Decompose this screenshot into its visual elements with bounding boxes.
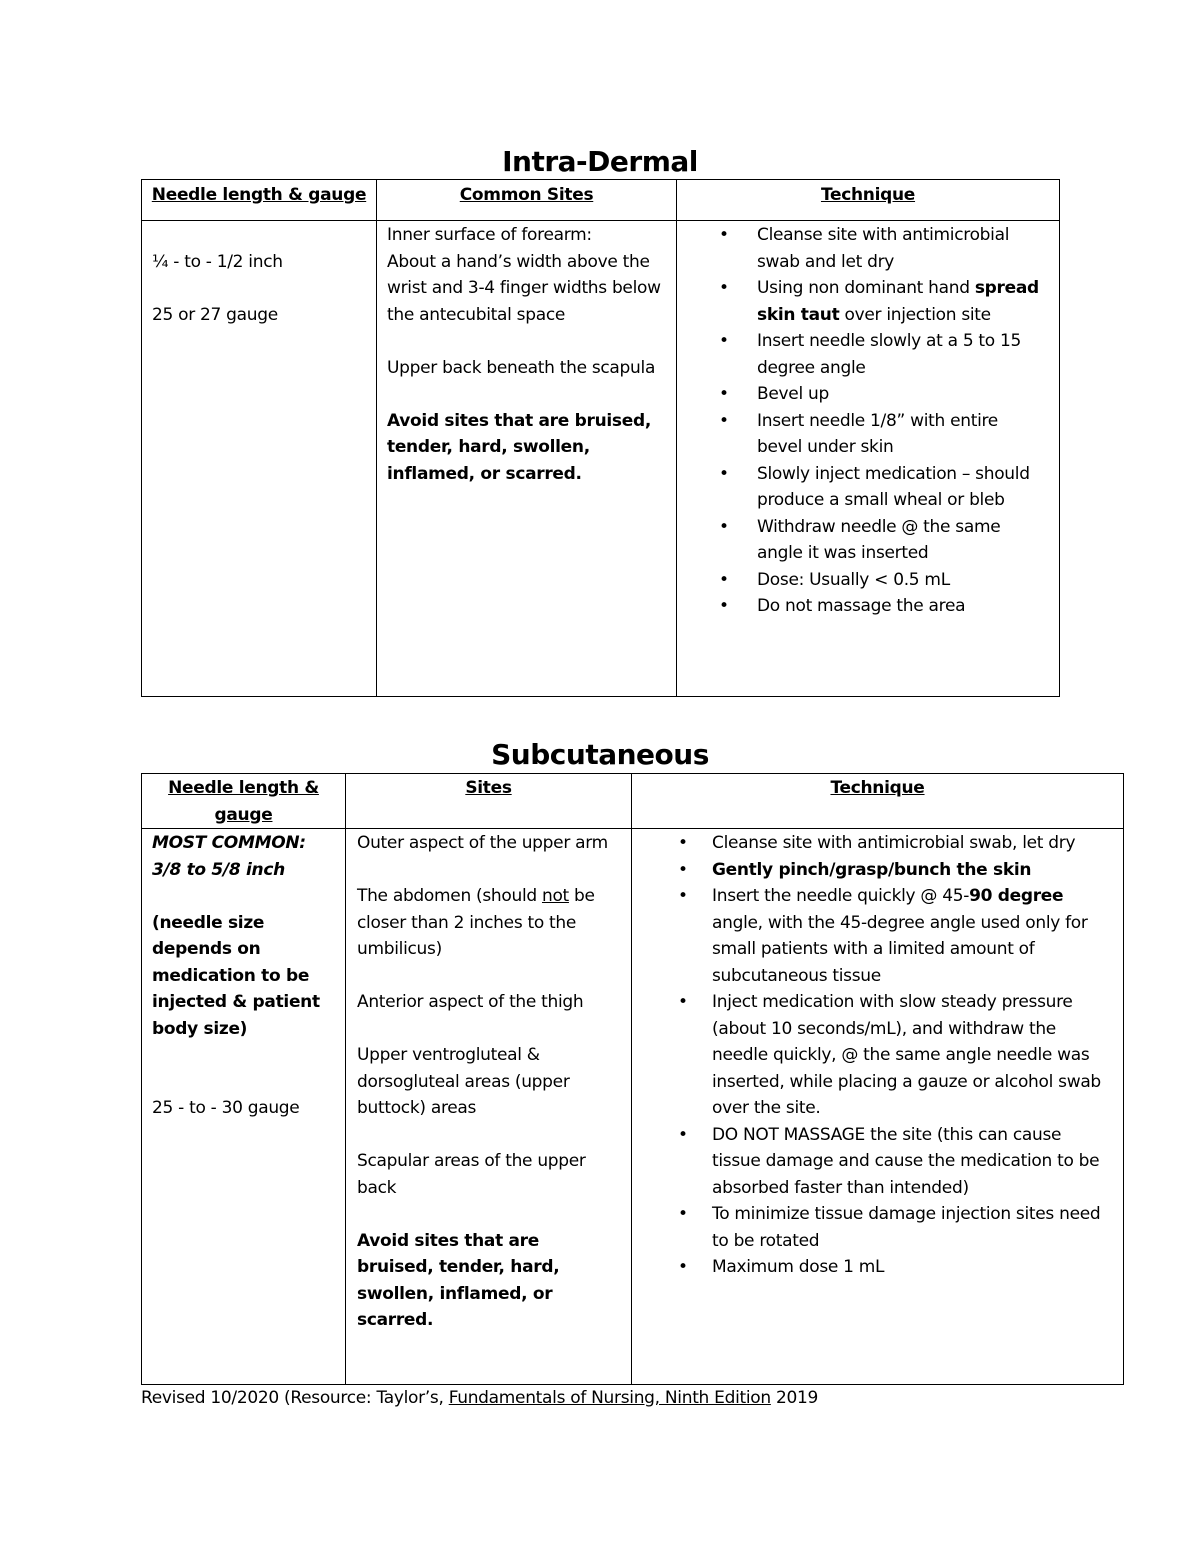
site-forearm-heading: Inner surface of forearm: [387,225,592,245]
intradermal-table [141,179,1060,697]
sites-cell [346,829,632,1385]
most-common-label: MOST COMMON: [152,833,306,853]
list-item: • Withdraw needle @ the same angle it was inserted [677,514,1045,567]
needle-gauge: 25 or 27 gauge [152,304,278,325]
list-item: • Cleanse site with antimicrobial swab and let dry [677,222,1045,275]
technique-cell [632,829,1124,1385]
list-item: • Do not massage the area [677,593,1045,620]
header-needle-length: Needle length & gauge [142,180,377,221]
list-item: • Insert the needle quickly @ 45-90 degree angle, with the 45-degree angle used only for small patients with a limited amount of subcutaneous tissue [632,883,1113,989]
list-item: • Inject medication with slow steady pressure (about 10 seconds/mL), and withdraw the needle quickly, @ the same angle needle was inserted, while placing a gauze or alcohol swab over the site. [632,989,1113,1122]
needle-length: ¼ - to - 1/2 inch [152,251,283,272]
needle-size-note: (needle size depends on medication to be injected & patient body size) [152,912,320,1039]
site-gluteal: Upper ventrogluteal & dorsogluteal areas (upper buttock) areas [357,1045,570,1118]
bullet-icon: • [719,331,729,351]
bullet-icon: • [719,569,729,590]
footer-book-title: Fundamentals of Nursing, Ninth Edition [448,1388,771,1408]
header-sites: Sites [346,774,632,829]
site-thigh: Anterior aspect of the thigh [357,992,584,1012]
needle-cell [142,829,346,1385]
emphasis-text: 90 degree [969,886,1064,906]
bullet-icon: • [678,992,688,1012]
header-needle-length: Needle length & gauge [142,774,346,829]
list-item: • Bevel up [677,381,1045,408]
header-technique: Technique [677,180,1060,221]
bullet-icon: • [678,1124,688,1145]
list-item: • Insert needle slowly at a 5 to 15 degree angle [677,328,1045,381]
list-item: • Maximum dose 1 mL [632,1254,1113,1281]
needle-cell [142,221,377,697]
bullet-icon: • [678,886,688,906]
bullet-icon: • [719,384,729,404]
emphasis-text: not [541,886,569,906]
bullet-icon: • [678,833,688,853]
header-common-sites: Common Sites [377,180,677,221]
list-item: • Gently pinch/grasp/bunch the skin [632,857,1113,884]
bullet-icon: • [678,1204,688,1224]
intradermal-title: Intra-Dermal [502,145,698,178]
list-item: • Dose: Usually < 0.5 mL [677,567,1045,594]
site-avoid-warning: Avoid sites that are bruised, tender, hard, swollen, inflamed, or scarred. [357,1230,560,1330]
site-scapular: Scapular areas of the upper back [357,1151,586,1198]
revision-footer [141,1386,818,1410]
subcutaneous-title: Subcutaneous [491,738,709,771]
bullet-icon: • [678,1257,688,1277]
bullet-icon: • [719,463,729,484]
footer-suffix: 2019 [770,1388,819,1408]
bullet-icon: • [719,278,729,298]
site-upper-arm: Outer aspect of the upper arm [357,833,608,853]
needle-gauge: 25 - to - 30 gauge [152,1098,300,1118]
bullet-icon: • [719,596,729,616]
site-abdomen: The abdomen (should not be closer than 2 inches to the umbilicus) [357,886,595,959]
site-avoid-warning: Avoid sites that are bruised, tender, hard, swollen, inflamed, or scarred. [387,410,651,484]
bullet-icon: • [678,859,688,880]
bullet-icon: • [719,225,729,245]
list-item: • Using non dominant hand spread skin taut over injection site [677,275,1045,328]
subcutaneous-table [141,773,1124,1385]
emphasis-text: spread skin taut [757,278,1039,325]
list-item: • Cleanse site with antimicrobial swab, let dry [632,830,1113,857]
technique-cell [677,221,1060,697]
header-technique: Technique [632,774,1124,829]
list-item: • DO NOT MASSAGE the site (this can cause tissue damage and cause the medication to be absorbed faster than intended) [632,1122,1113,1202]
most-common-value: 3/8 to 5/8 inch [152,859,285,880]
list-item: • To minimize tissue damage injection sites need to be rotated [632,1201,1113,1254]
bullet-icon: • [719,410,729,431]
sites-cell [377,221,677,697]
bullet-icon: • [719,516,729,537]
list-item: • Insert needle 1/8” with entire bevel under skin [677,408,1045,461]
site-forearm-detail: About a hand’s width above the wrist and 3-4 finger widths below the antecubital space [387,251,661,325]
list-item: • Slowly inject medication – should produce a small wheal or bleb [677,461,1045,514]
site-upper-back: Upper back beneath the scapula [387,357,656,378]
footer-prefix: Revised 10/2020 (Resource: Taylor’s, [141,1388,449,1408]
